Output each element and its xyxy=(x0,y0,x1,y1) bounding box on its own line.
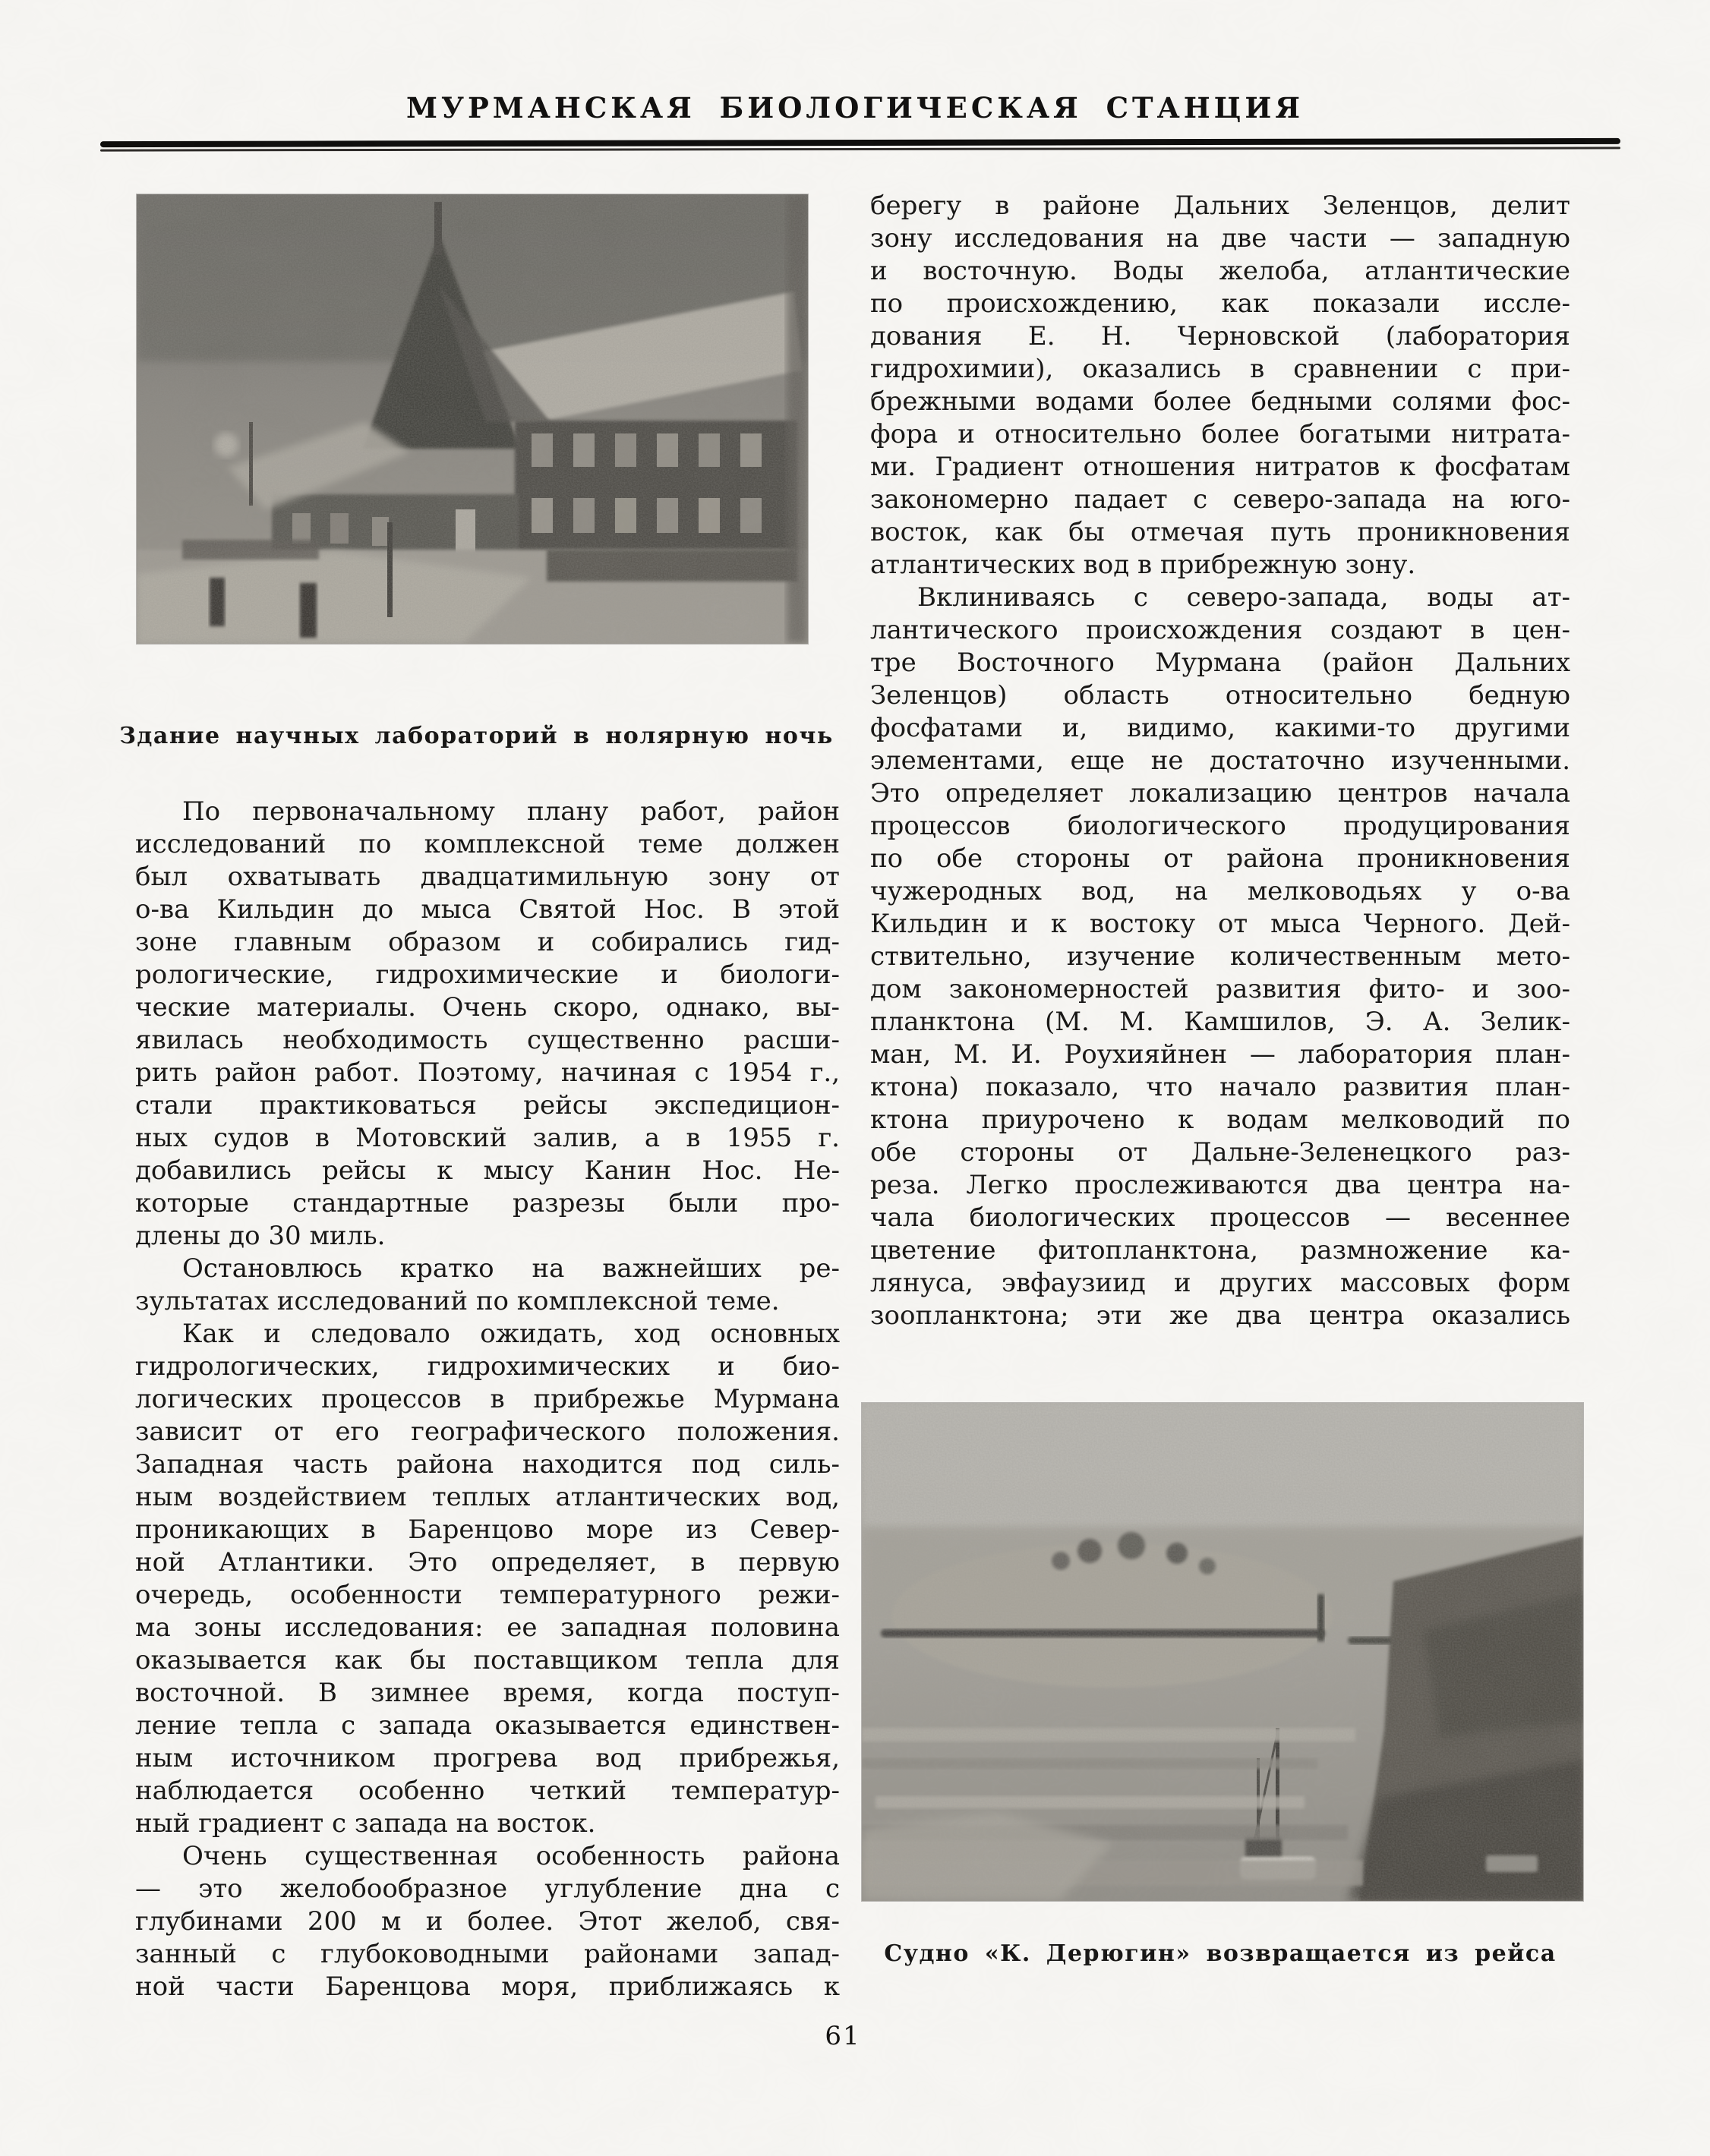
text-line: лянуса, эвфаузиид и других массовых форм xyxy=(870,1268,1570,1298)
header-rule-thin xyxy=(100,147,1620,151)
text-line: исследований по комплексной теме должен xyxy=(135,829,840,859)
text-line: ный градиент с запада на восток. xyxy=(135,1808,596,1839)
text-line: Остановлюсь кратко на важнейших ре- xyxy=(182,1253,840,1284)
text-line: зависит от его географического положения. xyxy=(135,1417,840,1447)
text-line: о-ва Кильдин до мыса Святой Нос. В этой xyxy=(135,894,840,925)
text-line: планктона (М. М. Камшилов, Э. А. Зелик- xyxy=(870,1007,1570,1037)
text-line: ной Атлантики. Это определяет, в первую xyxy=(135,1547,840,1578)
text-line: ктона) показало, что начало развития план- xyxy=(870,1072,1570,1102)
text-line: добавились рейсы к мысу Канин Нос. Не- xyxy=(135,1155,840,1186)
text-line: цветение фитопланктона, размножение ка- xyxy=(870,1235,1570,1266)
text-line: был охватывать двадцатимильную зону от xyxy=(135,862,840,892)
text-line: и восточную. Воды желоба, атлантические xyxy=(870,256,1570,286)
text-line: элементами, еще не достаточно изученными. xyxy=(870,745,1570,776)
text-line: зультатах исследований по комплексной теме. xyxy=(135,1286,780,1316)
text-line: чала биологических процессов — весеннее xyxy=(870,1203,1570,1233)
photo-ship-return xyxy=(862,1403,1583,1901)
text-line: Западная часть района находится под силь- xyxy=(135,1449,840,1480)
photo-building-polar-night xyxy=(137,194,808,644)
text-line: берегу в районе Дальних Зеленцов, делит xyxy=(870,191,1570,221)
text-line: логических процессов в прибрежье Мурмана xyxy=(135,1384,840,1414)
text-line: процессов биологического продуцирования xyxy=(870,811,1570,841)
text-line: рологические, гидрохимические и биологи- xyxy=(135,960,840,990)
text-line: по обе стороны от района проникновения xyxy=(870,843,1570,874)
text-line: зоне главным образом и собирались гид- xyxy=(135,927,840,957)
text-line: По первоначальному плану работ, район xyxy=(182,796,840,827)
text-line: Вклиниваясь с северо-запада, воды ат- xyxy=(917,582,1570,613)
text-line: ствительно, изучение количественным мето- xyxy=(870,941,1570,972)
text-line: ма зоны исследования: ее западная половина xyxy=(135,1612,840,1643)
text-line: ных судов в Мотовский залив, а в 1955 г. xyxy=(135,1123,840,1153)
text-line: чужеродных вод, на мелководьях у о-ва xyxy=(870,876,1570,906)
text-line: очередь, особенности температурного режи- xyxy=(135,1580,840,1610)
text-line: наблюдается особенно четкий температур- xyxy=(135,1776,840,1806)
text-line: которые стандартные разрезы были про- xyxy=(135,1188,840,1218)
text-line: обе стороны от Дальне-Зеленецкого раз- xyxy=(870,1137,1570,1168)
text-line: восточной. В зимнее время, когда поступ- xyxy=(135,1678,840,1708)
photo-ship-caption: Судно «К. Дерюгин» возвращается из рейса xyxy=(884,1940,1557,1967)
text-line: зоопланктона; эти же два центра оказались xyxy=(870,1300,1570,1331)
header-rule xyxy=(100,140,1620,150)
text-line: гидрохимии), оказались в сравнении с при- xyxy=(870,354,1570,384)
text-line: фора и относительно более богатыми нитрата- xyxy=(870,419,1570,449)
page-header: МУРМАНСКАЯ БИОЛОГИЧЕСКАЯ СТАНЦИЯ xyxy=(405,91,1304,125)
text-line: тре Восточного Мурмана (район Дальних xyxy=(870,648,1570,678)
text-line: Очень существенная особенность района xyxy=(182,1841,840,1871)
text-line: фосфатами и, видимо, какими-то другими xyxy=(870,713,1570,743)
text-line: длены до 30 миль. xyxy=(135,1221,386,1251)
photo-building-caption: Здание научных лабораторий в нолярную ночь xyxy=(119,723,834,749)
text-line: ным источником прогрева вод прибрежья, xyxy=(135,1743,840,1773)
text-line: ным воздействием теплых атлантических вод, xyxy=(135,1482,840,1512)
text-line: ктона приурочено к водам мелководий по xyxy=(870,1105,1570,1135)
text-line: дования Е. Н. Черновской (лаборатория xyxy=(870,321,1570,351)
text-line: по происхождению, как показали иссле- xyxy=(870,288,1570,319)
text-line: занный с глубоководными районами запад- xyxy=(135,1939,840,1969)
text-line: глубинами 200 м и более. Этот желоб, свя- xyxy=(135,1906,840,1937)
text-line: Кильдин и к востоку от мыса Черного. Дей- xyxy=(870,909,1570,939)
text-line: реза. Легко прослеживаются два центра на- xyxy=(870,1170,1570,1200)
text-line: Как и следовало ожидать, ход основных xyxy=(182,1319,840,1349)
text-line: гидрологических, гидрохимических и био- xyxy=(135,1351,840,1382)
text-line: проникающих в Баренцово море из Север- xyxy=(135,1515,840,1545)
text-line: восток, как бы отмечая путь проникновения xyxy=(870,517,1570,547)
text-line: оказывается как бы поставщиком тепла для xyxy=(135,1645,840,1675)
text-line: стали практиковаться рейсы экспедицион- xyxy=(135,1090,840,1121)
left-text-column xyxy=(135,796,840,2003)
text-line: брежными водами более бедными солями фос- xyxy=(870,386,1570,417)
text-line: явилась необходимость существенно расши- xyxy=(135,1025,840,1055)
header-rule-thick xyxy=(100,138,1620,147)
text-line: ной части Баренцова моря, приближаясь к xyxy=(135,1972,840,2002)
text-line: Это определяет локализацию центров начала xyxy=(870,778,1570,808)
text-line: рить район работ. Поэтому, начиная с 1954 г., xyxy=(135,1058,840,1088)
text-line: закономерно падает с северо-запада на юго- xyxy=(870,484,1570,515)
text-line: атлантических вод в прибрежную зону. xyxy=(870,550,1416,580)
text-line: — это желобообразное углубление дна с xyxy=(135,1874,840,1904)
text-line: ми. Градиент отношения нитратов к фосфатам xyxy=(870,452,1570,482)
right-text-column xyxy=(870,190,1570,1332)
text-line: ман, М. И. Роухияйнен — лаборатория план- xyxy=(870,1039,1570,1070)
text-line: ление тепла с запада оказывается единствен- xyxy=(135,1710,840,1741)
text-line: Зеленцов) область относительно бедную xyxy=(870,680,1570,711)
text-line: дом закономерностей развития фито- и зоо- xyxy=(870,974,1570,1004)
text-line: ческие материалы. Очень скоро, однако, вы- xyxy=(135,992,840,1023)
text-line: зону исследования на две части — западную xyxy=(870,223,1570,254)
page-number: 61 xyxy=(825,2021,861,2051)
text-line: лантического происхождения создают в цен- xyxy=(870,615,1570,645)
